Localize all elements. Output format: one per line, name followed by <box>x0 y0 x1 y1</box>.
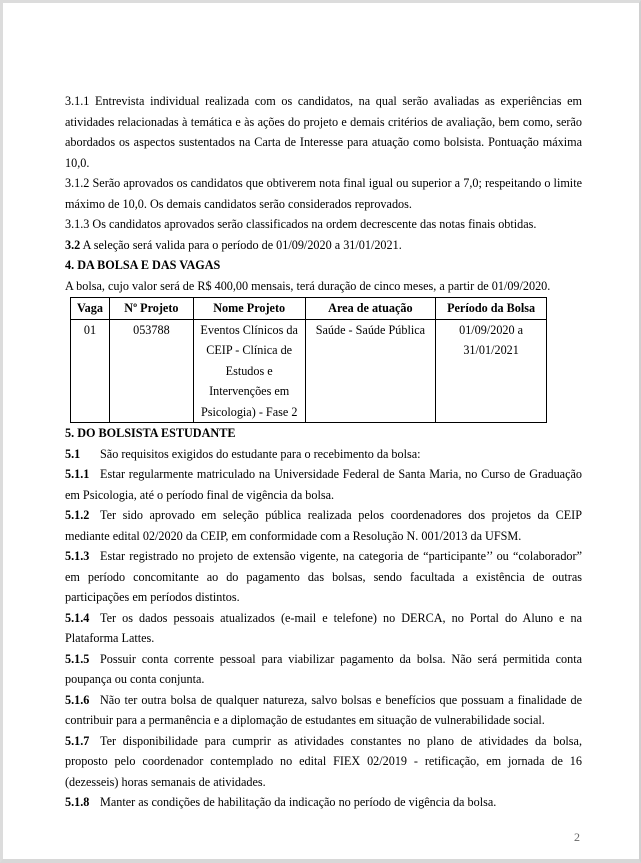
item-text: São requisitos exigidos do estudante para o recebimento da bolsa: <box>100 446 421 461</box>
col-header-periodo-bolsa: Período da Bolsa <box>436 298 547 320</box>
col-header-projeto-numero: Nº Projeto <box>109 298 193 320</box>
item-5-1-6 <box>65 690 582 731</box>
item-number: 5.1.2 <box>65 508 90 522</box>
paragraph-3-2 <box>65 235 582 256</box>
item-number: 3.2 <box>65 237 81 252</box>
item-text: Estar regularmente matriculado na Universidade Federal de Santa Maria, no Curso de Graduação em Psicologia, até o período final de vigência da bolsa. <box>65 467 582 502</box>
table-row <box>71 319 547 423</box>
table-header-row <box>71 298 547 320</box>
item-5-1-8 <box>65 792 582 813</box>
cell-area-atuacao: Saúde - Saúde Pública <box>305 319 436 423</box>
item-text: Não ter outra bolsa de qualquer natureza, salvo bolsas e benefícios que possuam a finalidade de contribuir para a permanência e a diplomação de estudantes em situação de vulnerabilidade social. <box>65 692 582 727</box>
item-number: 5.1 <box>65 446 81 461</box>
item-number: 5.1.7 <box>65 733 90 748</box>
col-header-area-atuacao: Area de atuação <box>305 298 436 320</box>
item-number: 5.1.6 <box>65 692 90 707</box>
item-5-1-2 <box>65 505 582 546</box>
item-5-1 <box>65 444 582 465</box>
item-5-1-3 <box>65 546 582 608</box>
page-number: 2 <box>574 830 580 844</box>
item-5-1-4 <box>65 608 582 649</box>
col-header-vaga: Vaga <box>71 298 110 320</box>
col-header-nome-projeto: Nome Projeto <box>193 298 305 320</box>
item-text: Manter as condições de habilitação da indicação no período de vigência da bolsa. <box>100 795 497 809</box>
item-5-1-5 <box>65 649 582 690</box>
item-number: 5.1.1 <box>65 467 90 481</box>
item-text: Possuir conta corrente pessoal para viabilizar pagamento da bolsa. Não será permitida conta poupança ou conta conjunta. <box>65 651 582 686</box>
cell-periodo-bolsa: 01/09/2020 a 31/01/2021 <box>436 319 547 423</box>
paragraph-3-1-3: 3.1.3 Os candidatos aprovados serão classificados na ordem decrescente das notas finais obtidas. <box>65 217 537 231</box>
item-number: 5.1.5 <box>65 651 90 666</box>
paragraph-3-1-1: 3.1.1 Entrevista individual realizada com os candidatos, na qual serão avaliadas as experiências em atividades relacionadas à temática e às ações do projeto e demais critérios de avaliação, bem como, serão abordados os aspectos sustentados na Carta de Interesse para atuação como bolsista. Pontuação máxima 10,0. <box>65 94 582 170</box>
cell-vaga: 01 <box>71 319 110 423</box>
item-number: 5.1.8 <box>65 795 90 809</box>
item-number: 5.1.4 <box>65 610 90 625</box>
item-text: Ter disponibilidade para cumprir as atividades constantes no plano de atividades da bolsa, proposto pelo coordenador contemplado no edital FIEX 02/2019 - retificação, em jornada de 16 (dezesseis) horas semanais de atividades. <box>65 733 582 789</box>
item-5-1-7 <box>65 731 582 793</box>
item-5-1-1 <box>65 464 582 505</box>
page-content <box>65 91 582 813</box>
item-text: Estar registrado no projeto de extensão vigente, na categoria de “participante’’ ou “colaborador” em período concomitante ao do pagamento das bolsas, sendo facultada a existência de outras participações em períodos distintos. <box>65 549 582 604</box>
paragraph-3-1-2: 3.1.2 Serão aprovados os candidatos que obtiverem nota final igual ou superior a 7,0; respeitando o limite máximo de 10,0. Os demais candidatos serão considerados reprovados. <box>65 176 582 211</box>
section-5-title: 5. DO BOLSISTA ESTUDANTE <box>65 426 236 440</box>
section-4-intro: A bolsa, cujo valor será de R$ 400,00 mensais, terá duração de cinco meses, a partir de 01/09/2020. <box>65 278 551 293</box>
cell-projeto-numero: 053788 <box>109 319 193 423</box>
cell-nome-projeto: Eventos Clínicos da CEIP - Clínica de Estudos e Intervenções em Psicologia) - Fase 2 <box>193 319 305 423</box>
item-text: Ter sido aprovado em seleção pública realizada pelos coordenadores dos projetos da CEIP mediante edital 02/2020 da CEIP, em conformidade com a Resolução N. 001/2013 da UFSM. <box>65 508 582 543</box>
vagas-table <box>70 297 547 423</box>
item-text: Ter os dados pessoais atualizados (e-mail e telefone) no DERCA, no Portal do Aluno e na Plataforma Lattes. <box>65 610 582 645</box>
section-4-title: 4. DA BOLSA E DAS VAGAS <box>65 258 221 272</box>
item-text: A seleção será valida para o período de 01/09/2020 a 31/01/2021. <box>80 237 402 252</box>
item-number: 5.1.3 <box>65 549 90 563</box>
